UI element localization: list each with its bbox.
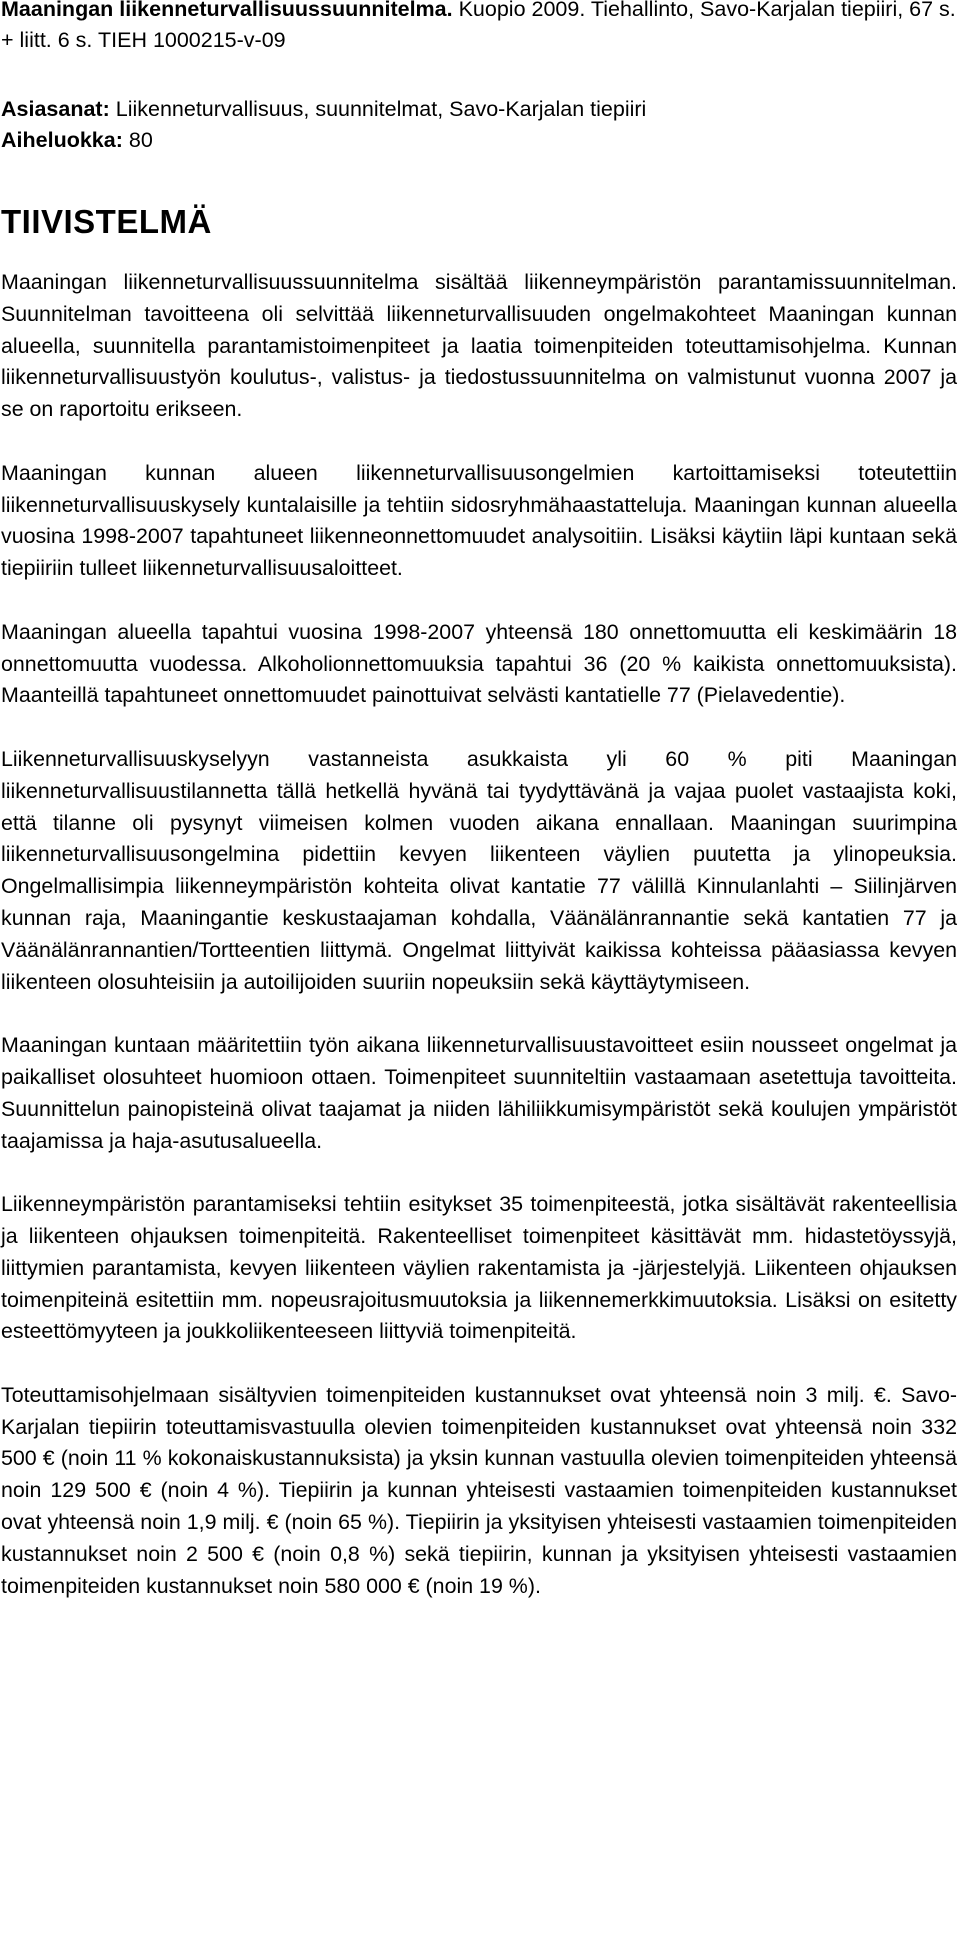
summary-paragraph-1: Maaningan liikenneturvallisuussuunnitelma sisältää liikenneympäristön parantamissuunnitelman. Suunnitelman tavoitteena oli selvittää liikenneturvallisuuden ongelmakohteet Maaningan kunnan alueella, suunnitella parantamistoimenpiteet ja laatia toimenpiteiden toteuttamisohjelma. Kunnan liikenneturvallisuustyön koulutus-, valistus- ja tiedostussuunnitelma on valmistunut vuonna 2007 ja se on raportoitu erikseen. — [1, 270, 957, 422]
publication-info — [1, 0, 957, 56]
publication-details: Kuopio 2009. Tiehallinto, Savo-Karjalan tiepiiri, 67 s. + liitt. 6 s. TIEH 1000215-v-09 — [1, 0, 956, 52]
summary-paragraph-7: Toteuttamisohjelmaan sisältyvien toimenpiteiden kustannukset ovat yhteensä noin 3 milj. €. Savo-Karjalan tiepiirin toteuttamisvastuulla olevien toimenpiteiden kustannukset ovat yhteensä noin 332 500 € (noin 11 % kokonaiskustannuksista) ja yksin kunnan vastuulla olevien toimenpiteiden yhteensä noin 129 500 € (noin 4 %). Tiepiirin ja kunnan yhteisesti vastaamien toimenpiteiden kustannukset ovat yhteensä noin 1,9 milj. € (noin 65 %). Tiepiirin ja yksityisen yhteisesti vastaamien toimenpiteiden kustannukset noin 2 500 € (noin 0,8 %) sekä tiepiirin, kunnan ja yksityisen yhteisesti vastaamien toimenpiteiden kustannukset noin 580 000 € (noin 19 %). — [1, 1382, 957, 1598]
summary-paragraph-4: Liikenneturvallisuuskyselyyn vastanneista asukkaista yli 60 % piti Maaningan liikenneturvallisuustilannetta tällä hetkellä hyvänä tai tyydyttävänä ja vajaa puolet vastaajista koki, että tilanne oli pysynyt viimeisen kolmen vuoden aikana ennallaan. Maaningan suurimpina liikenneturvallisuusongelmina pidettiin kevyen liikenteen väylien puutetta ja ylinopeuksia. Ongelmallisimpia liikenneympäristön kohteita olivat kantatie 77 välillä Kinnulanlahti – Siilinjärven kunnan raja, Maaningantie keskustaajaman kohdalla, Väänälänrannantie sekä kantatien 77 ja Väänälänrannantien/Tortteentien liittymä. Ongelmat liittyivät kaikissa kohteissa pääasiassa kevyen liikenteen olosuhteisiin ja autoilijoiden suuriin nopeuksiin sekä käyttäytymiseen. — [1, 746, 957, 994]
summary-paragraph-2: Maaningan kunnan alueen liikenneturvallisuusongelmien kartoittamiseksi toteutettiin liikenneturvallisuuskysely kuntalaisille ja tehtiin sidosryhmähaastatteluja. Maaningan kunnan alueella vuosina 1998-2007 tapahtuneet liikenneonnettomuudet analysoitiin. Lisäksi käytiin läpi kuntaan sekä tiepiiriin tulleet liikenneturvallisuusaloitteet. — [1, 460, 957, 581]
summary-paragraph-5: Maaningan kuntaan määritettiin työn aikana liikenneturvallisuustavoitteet esiin nousseet ongelmat ja paikalliset olosuhteet huomioon ottaen. Toimenpiteet suunniteltiin vastaamaan asetettuja tavoitteita. Suunnittelun painopisteinä olivat taajamat ja niiden lähiliikkumisympäristöt sekä koulujen ympäristöt taajamissa ja haja-asutusalueella. — [1, 1033, 957, 1153]
category-label: Aiheluokka: — [1, 128, 123, 152]
summary-paragraph-6: Liikenneympäristön parantamiseksi tehtiin esitykset 35 toimenpiteestä, jotka sisältävät rakenteellisia ja liikenteen ohjauksen toimenpiteitä. Rakenteelliset toimenpiteet käsittävät mm. hidastetöyssyjä, liittymien parantamista, kevyen liikenteen väylien rakentamista ja -järjestelyjä. Liikenteen ohjauksen toimenpiteinä esitettiin mm. nopeusrajoitusmuutoksia ja liikennemerkkimuutoksia. Lisäksi on esitetty esteettömyyteen ja joukkoliikenteeseen liittyviä toimenpiteitä. — [1, 1192, 957, 1344]
category-line — [1, 125, 957, 156]
summary-heading: TIIVISTELMÄ — [1, 203, 212, 240]
report-title: Maaningan liikenneturvallisuussuunnitelma. — [1, 0, 453, 21]
keywords-value: Liikenneturvallisuus, suunnitelmat, Savo-Karjalan tiepiiri — [115, 97, 647, 121]
category-value: 80 — [128, 128, 153, 152]
summary-paragraph-3: Maaningan alueella tapahtui vuosina 1998-2007 yhteensä 180 onnettomuutta eli keskimäärin 18 onnettomuutta vuodessa. Alkoholionnettomuuksia tapahtui 36 (20 % kaikista onnettomuuksista). Maanteillä tapahtuneet onnettomuudet painottuivat selvästi kantatielle 77 (Pielavedentie). — [1, 619, 957, 708]
keywords-line — [1, 94, 957, 125]
keywords-label: Asiasanat: — [1, 97, 110, 121]
